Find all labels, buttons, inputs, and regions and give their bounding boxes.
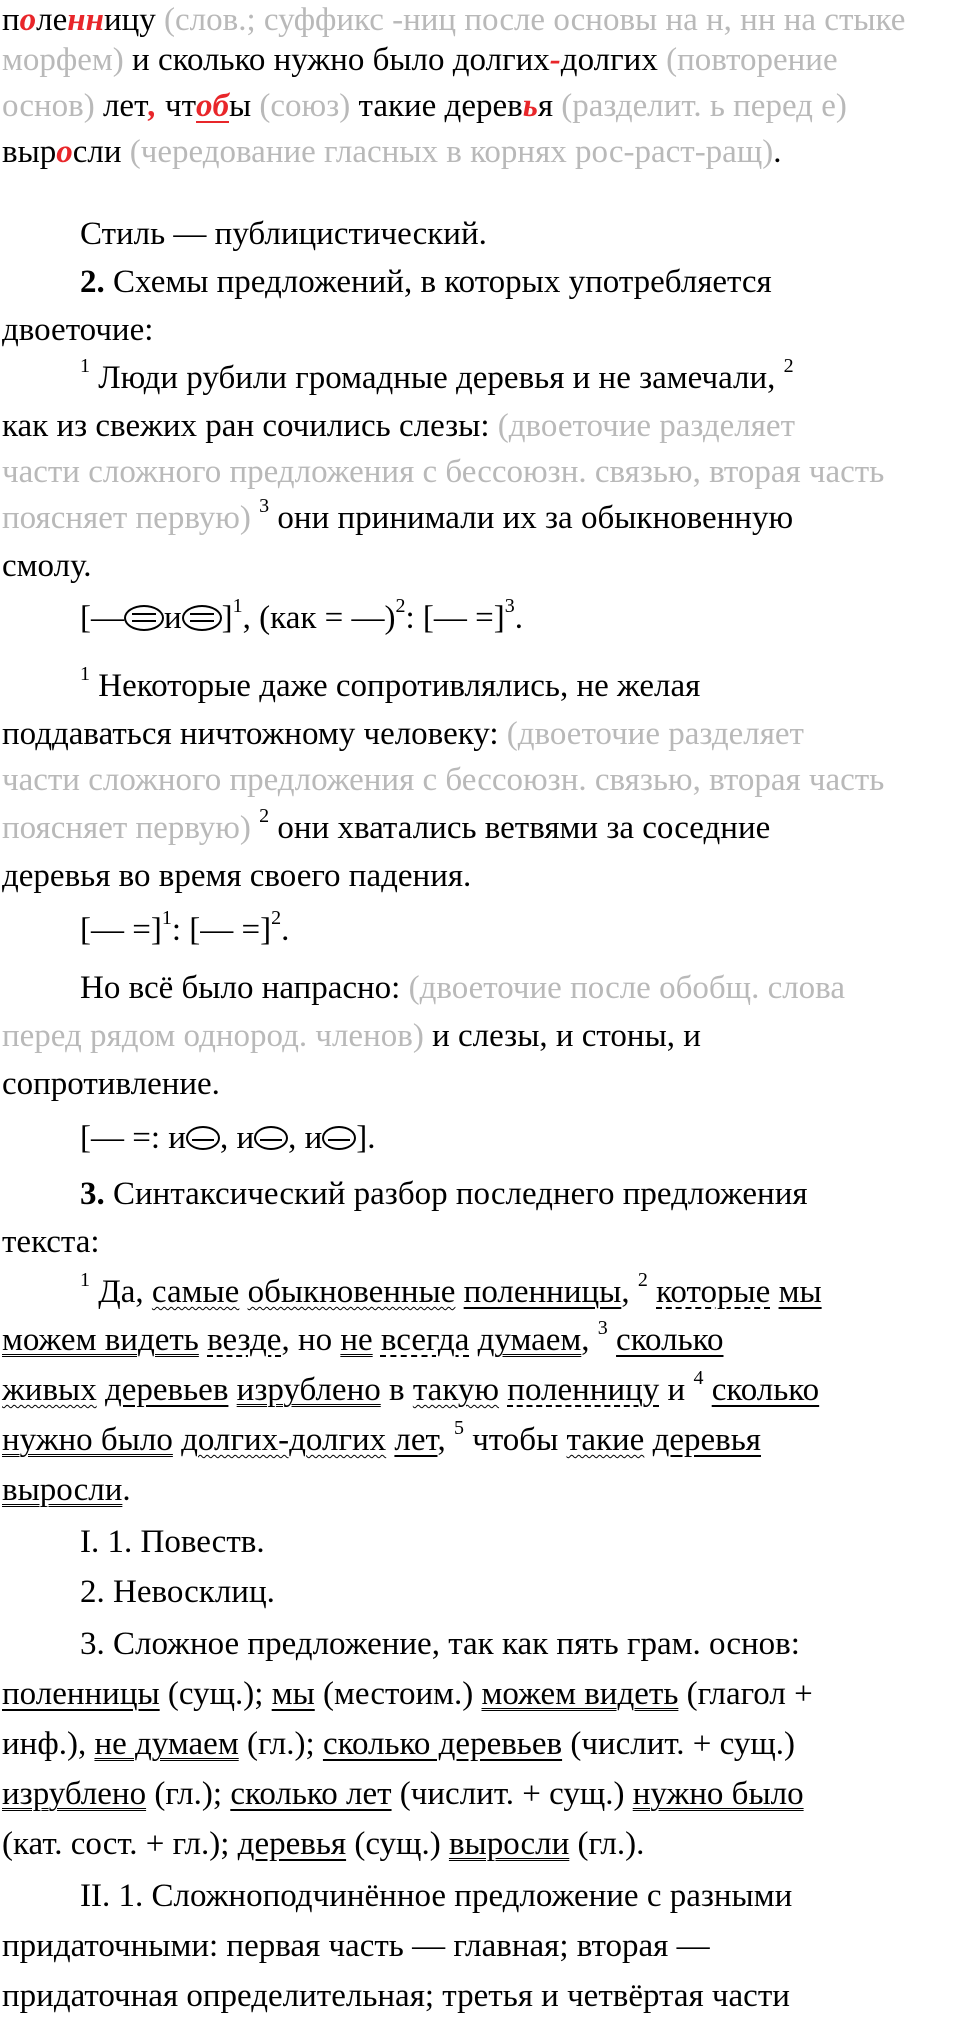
text-line: сопротивление. — [2, 1066, 220, 1102]
parsed-sentence-line — [2, 1367, 820, 1412]
scheme-text: : [— =] — [171, 912, 272, 948]
word-subject: поленницы — [2, 1676, 160, 1712]
text-fragment: (гл.); — [154, 1776, 223, 1812]
highlight-letter: ь — [522, 88, 538, 124]
section-number: 3. — [80, 1176, 105, 1212]
text-line — [2, 714, 804, 756]
word-subject: деревья — [237, 1826, 347, 1862]
analysis-line — [2, 1724, 795, 1766]
part-number: 1 — [80, 1269, 90, 1291]
highlight-letter: о — [56, 134, 73, 170]
text-fragment: (кат. сост. + гл.); — [2, 1826, 230, 1862]
text-fragment: ы — [229, 88, 252, 124]
analysis-line — [2, 1824, 644, 1866]
parsed-sentence-line — [80, 1269, 822, 1314]
text-fragment: (глагол + — [686, 1676, 813, 1712]
highlight-letter: нн — [67, 2, 104, 38]
text-fragment: сли — [72, 134, 122, 170]
scheme-text: : [— =] — [405, 600, 505, 636]
gray-comment: части сложного предложения с бессоюзн. связью, вторая часть — [2, 762, 885, 798]
word-subject: мы — [778, 1274, 822, 1310]
word-predicate: изрублено — [2, 1776, 147, 1812]
predicate-oval-icon — [124, 605, 164, 631]
word: , — [581, 1322, 590, 1358]
scheme-text: . — [281, 912, 290, 948]
word: и — [667, 1372, 686, 1408]
word-subject: сколько — [711, 1372, 820, 1408]
scheme-line — [80, 907, 290, 952]
text-line — [80, 355, 794, 400]
text-fragment: Люди рубили громадные деревья и не замечали, — [98, 360, 776, 396]
scheme-line — [80, 595, 523, 640]
scheme-text: , и — [219, 1120, 255, 1156]
text-fragment: поддаваться ничтожному человеку: — [2, 716, 499, 752]
parsed-sentence-line — [2, 1470, 131, 1512]
part-number: 2 — [271, 907, 282, 929]
text-fragment: как из свежих ран сочились слезы: — [2, 408, 490, 444]
text-fragment: ле — [36, 2, 68, 38]
scheme-text: , и — [288, 1120, 323, 1156]
section-number: 2. — [80, 264, 105, 300]
part-number: 1 — [161, 907, 172, 929]
scheme-text: ] — [221, 600, 233, 636]
gray-comment: морфем) — [2, 42, 124, 78]
text-fragment: они принимали их за обыкновенную — [277, 500, 794, 536]
text-fragment: выр — [2, 134, 57, 170]
section-heading-cont: текста: — [2, 1224, 100, 1260]
word: , — [437, 1422, 446, 1458]
gray-comment: (союз) — [259, 88, 351, 124]
text-fragment: (гл.); — [246, 1726, 315, 1762]
gray-comment: (двоеточие после обобщ. слова — [408, 970, 845, 1006]
text-line — [2, 805, 771, 850]
text-fragment: такие дерев — [358, 88, 523, 124]
text-fragment: (местоим.) — [323, 1676, 474, 1712]
word-predicate: можем видеть — [2, 1322, 199, 1358]
section-text: Синтаксический разбор последнего предложения — [113, 1176, 808, 1212]
word-subject: мы — [271, 1676, 315, 1712]
text-fragment: они хватались ветвями за соседние — [277, 810, 771, 846]
text-line — [2, 495, 794, 540]
gray-comment: (слов.; суффикс -ниц после основы на н, нн на стыке — [164, 2, 906, 38]
gray-comment: основ) — [2, 88, 95, 124]
scheme-text: и — [164, 600, 182, 636]
text-line — [2, 40, 838, 82]
word-predicate: изрублено — [236, 1372, 381, 1408]
highlight-letter: - — [549, 42, 561, 78]
part-number: 1 — [80, 663, 90, 685]
gray-comment: (двоеточие разделяет — [506, 716, 804, 752]
word-object: которые — [656, 1274, 771, 1310]
word-subject: сколько лет — [230, 1776, 392, 1812]
text-line — [2, 86, 847, 128]
analysis-line: 2. Невосклиц. — [80, 1574, 275, 1610]
word-predicate: думаем — [477, 1322, 582, 1358]
highlight-letter: о — [19, 2, 37, 38]
text-line — [2, 1016, 701, 1058]
analysis-line: придаточная определительная; третья и четвёртая части — [2, 1978, 790, 2014]
word: в — [389, 1372, 405, 1408]
word-predicate: нужно было — [632, 1776, 804, 1812]
word-attribute: самые — [151, 1274, 240, 1310]
part-number: 3 — [259, 495, 270, 517]
word-attribute: такие — [566, 1422, 645, 1458]
text-fragment: (числит. + сущ.) — [399, 1776, 625, 1812]
word-predicate: не — [340, 1322, 373, 1358]
section-heading-cont: двоеточие: — [2, 312, 154, 348]
word: Да, — [98, 1274, 144, 1310]
word-subject: лет — [394, 1422, 438, 1458]
word-adverbial: всегда — [380, 1322, 470, 1358]
text-line — [80, 968, 845, 1010]
scheme-text: , (как = —) — [242, 600, 396, 636]
word-predicate: можем видеть — [481, 1676, 679, 1712]
analysis-line — [2, 1674, 813, 1716]
gray-comment: (двоеточие разделяет — [497, 408, 795, 444]
text-fragment: Некоторые даже сопротивлялись, не желая — [98, 668, 701, 704]
text-line — [2, 760, 884, 802]
scheme-text: [— — [80, 600, 124, 636]
highlight-letter: , — [148, 88, 157, 124]
word: чтобы — [472, 1422, 559, 1458]
gray-comment: поясняет первую) — [2, 500, 251, 536]
word: . — [122, 1472, 131, 1508]
word-predicate: нужно было — [2, 1422, 173, 1458]
word-subject: сколько — [616, 1322, 724, 1358]
word-subject: поленницы — [463, 1274, 622, 1310]
text-fragment: (гл.). — [577, 1826, 645, 1862]
word-adverbial: везде — [207, 1322, 282, 1358]
gray-comment: поясняет первую) — [2, 810, 251, 846]
part-number: 1 — [80, 355, 90, 377]
member-oval-icon — [186, 1126, 220, 1150]
section-heading — [80, 1174, 808, 1216]
part-number: 4 — [693, 1367, 704, 1389]
section-text: Схемы предложений, в которых употребляется — [113, 264, 772, 300]
text-line — [2, 132, 781, 174]
text-fragment: п — [2, 2, 20, 38]
text-fragment: долгих — [560, 42, 658, 78]
word-attribute: живых — [2, 1372, 97, 1408]
highlight-letter: об — [196, 88, 229, 124]
word-object: поленницу — [507, 1372, 660, 1408]
gray-comment: части сложного предложения с бессоюзн. связью, вторая часть — [2, 454, 885, 490]
parsed-sentence-line — [2, 1417, 761, 1462]
word: , но — [281, 1322, 333, 1358]
analysis-line: придаточными: первая часть — главная; вторая — — [2, 1928, 710, 1964]
part-number: 2 — [783, 355, 794, 377]
member-oval-icon — [254, 1126, 288, 1150]
scheme-text: [— =: и — [80, 1120, 186, 1156]
text-fragment: ицу — [103, 2, 156, 38]
member-oval-icon — [322, 1126, 356, 1150]
text-line: смолу. — [2, 548, 92, 584]
scheme-text: ]. — [356, 1120, 376, 1156]
part-number: 5 — [453, 1417, 464, 1439]
scheme-line — [80, 1118, 376, 1160]
gray-comment: перед рядом однород. членов) — [2, 1018, 424, 1054]
part-number: 3 — [504, 595, 515, 617]
text-line: деревья во время своего падения. — [2, 858, 472, 894]
word-subject: сколько деревьев — [322, 1726, 563, 1762]
word-subject: деревья — [652, 1422, 761, 1458]
text-line — [80, 663, 701, 708]
scheme-text: . — [514, 600, 523, 636]
text-fragment: (сущ.); — [167, 1676, 264, 1712]
part-number: 2 — [395, 595, 406, 617]
gray-comment: (повторение — [666, 42, 838, 78]
text-line — [2, 452, 884, 494]
predicate-oval-icon — [182, 605, 222, 631]
word-subject: деревьев — [104, 1372, 229, 1408]
text-fragment: Но всё было напрасно: — [80, 970, 401, 1006]
part-number: 1 — [232, 595, 243, 617]
parsed-sentence-line — [2, 1317, 724, 1362]
text-fragment: (числит. + сущ.) — [570, 1726, 796, 1762]
text-fragment: чт — [165, 88, 197, 124]
word-attribute: обыкновенные — [247, 1274, 456, 1310]
text-line — [2, 406, 795, 448]
text-fragment: (сущ.) — [354, 1826, 441, 1862]
text-fragment: . — [773, 134, 782, 170]
word-predicate: выросли — [2, 1472, 123, 1508]
text-fragment: инф.), — [2, 1726, 87, 1762]
gray-comment: (чередование гласных в корнях рос-раст-ращ) — [129, 134, 774, 170]
word-attribute: такую — [412, 1372, 500, 1408]
analysis-line: I. 1. Повеств. — [80, 1524, 265, 1560]
analysis-line: 3. Сложное предложение, так как пять грам. основ: — [80, 1626, 800, 1662]
analysis-line — [2, 1774, 804, 1816]
text-fragment: лет — [102, 88, 149, 124]
text-fragment: я — [537, 88, 554, 124]
gray-comment: (разделит. ь перед е) — [561, 88, 847, 124]
part-number: 2 — [637, 1269, 648, 1291]
word: , — [621, 1274, 630, 1310]
word-attribute: долгих-долгих — [181, 1422, 387, 1458]
scheme-text: [— =] — [80, 912, 162, 948]
style-line: Стиль — публицистический. — [80, 216, 487, 252]
word-predicate: не думаем — [94, 1726, 239, 1762]
text-fragment: и сколько нужно было долгих — [132, 42, 550, 78]
section-heading — [80, 262, 772, 304]
text-fragment: и слезы, и стоны, и — [432, 1018, 701, 1054]
part-number: 2 — [259, 805, 270, 827]
part-number: 3 — [597, 1317, 608, 1339]
analysis-line: II. 1. Сложноподчинённое предложение с разными — [80, 1878, 793, 1914]
text-line — [2, 0, 905, 42]
word-predicate: выросли — [448, 1826, 570, 1862]
